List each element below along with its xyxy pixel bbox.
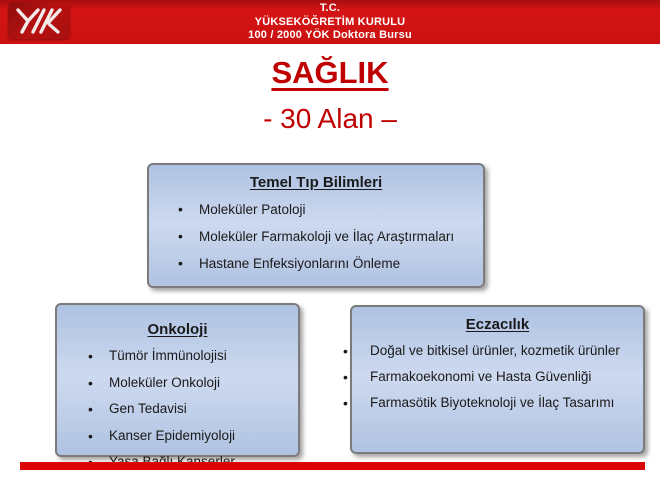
header-text-block xyxy=(0,2,660,43)
topic-box-onkoloji xyxy=(55,303,300,457)
box-item-list xyxy=(57,343,298,476)
header-line-kurulu: YÜKSEKÖĞRETİM KURULU xyxy=(254,15,406,28)
bullet-item: • Hastane Enfeksiyonlarını Önleme xyxy=(149,250,483,277)
box-title: Temel Tıp Bilimleri xyxy=(249,174,383,191)
page-title: SAĞLIK xyxy=(271,55,389,90)
bullet-item: • Tümör İmmünolojisi xyxy=(57,343,298,370)
topic-box-eczacilik xyxy=(350,305,645,454)
header-line-bursu: 100 / 2000 YÖK Doktora Bursu xyxy=(248,29,412,41)
bullet-item: • Kanser Epidemiyoloji xyxy=(57,423,298,450)
header-bar xyxy=(0,0,660,44)
bullet-item: • Farmakoekonomi ve Hasta Güvenliği xyxy=(352,364,639,390)
box-item-list xyxy=(352,338,643,416)
topic-box-temel-tip-bilimleri xyxy=(147,163,485,288)
bullet-item: • Farmasötik Biyoteknoloji ve İlaç Tasarımı xyxy=(352,390,639,416)
page-subtitle: - 30 Alan – xyxy=(263,103,397,134)
bullet-item: • Moleküler Onkoloji xyxy=(57,370,298,397)
bullet-item: • Doğal ve bitkisel ürünler, kozmetik ürünler xyxy=(352,338,639,364)
footer-bar xyxy=(20,462,645,470)
box-title: Onkoloji xyxy=(147,321,208,338)
bullet-item: • Moleküler Farmakoloji ve İlaç Araştırmaları xyxy=(149,223,483,250)
box-title: Eczacılık xyxy=(465,316,530,333)
bullet-item: • Moleküler Patoloji xyxy=(149,196,483,223)
bullet-item: • Gen Tedavisi xyxy=(57,396,298,423)
box-item-list xyxy=(149,196,483,277)
header-line-tc: T.C. xyxy=(319,2,341,14)
